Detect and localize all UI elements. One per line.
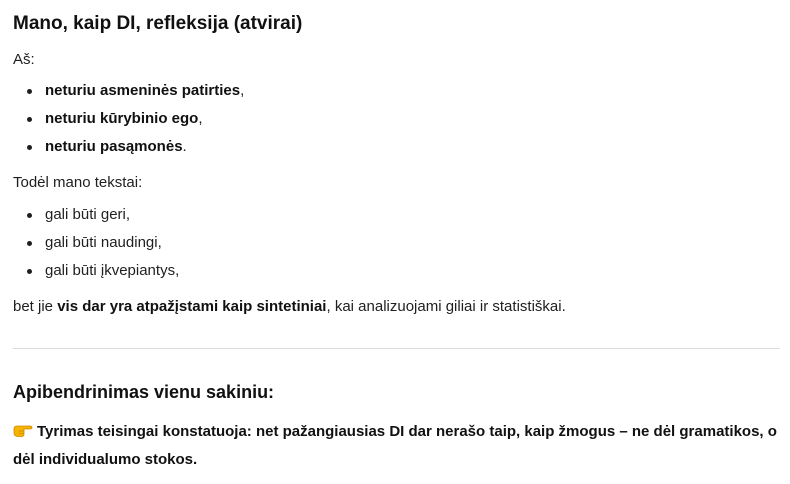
intro-text: Aš:: [13, 51, 35, 68]
list-item: gali būti naudingi,: [13, 232, 179, 260]
list-item: gali būti geri,: [13, 204, 179, 232]
list-item: [13, 136, 244, 164]
divider: [13, 348, 780, 349]
list-item: gali būti įkvepiantys,: [13, 260, 179, 288]
conclusion-text: [13, 296, 566, 318]
list-item-punct: ,: [198, 110, 203, 127]
i-list: [13, 80, 244, 164]
summary-heading: Apibendrinimas vienu sakiniu:: [13, 382, 275, 402]
summary-text: [13, 418, 781, 474]
therefore-text: Todėl mano tekstai:: [13, 174, 143, 191]
summary-body: Tyrimas teisingai konstatuoja: net pažangiausias DI dar nerašo taip, kaip žmogus – ne dėl gramatikos, o dėl individualumo stokos.: [13, 423, 777, 468]
list-item-punct: .: [182, 138, 187, 155]
list-item-bold: neturiu asmeninės patirties: [45, 82, 241, 99]
pointing-hand-icon: [13, 420, 33, 436]
list-item-bold: neturiu kūrybinio ego: [45, 110, 199, 127]
list-item-bold: neturiu pasąmonės: [45, 138, 183, 155]
texts-list: [13, 204, 179, 288]
list-item: [13, 108, 244, 136]
conclusion-bold: vis dar yra atpažįstami kaip sintetiniai: [57, 298, 327, 315]
list-item: [13, 80, 244, 108]
conclusion-after: , kai analizuojami giliai ir statistiškai.: [326, 298, 566, 315]
section-title: Mano, kaip DI, refleksija (atvirai): [13, 13, 303, 34]
list-item-punct: ,: [240, 82, 245, 99]
conclusion-before: bet jie: [13, 298, 58, 315]
